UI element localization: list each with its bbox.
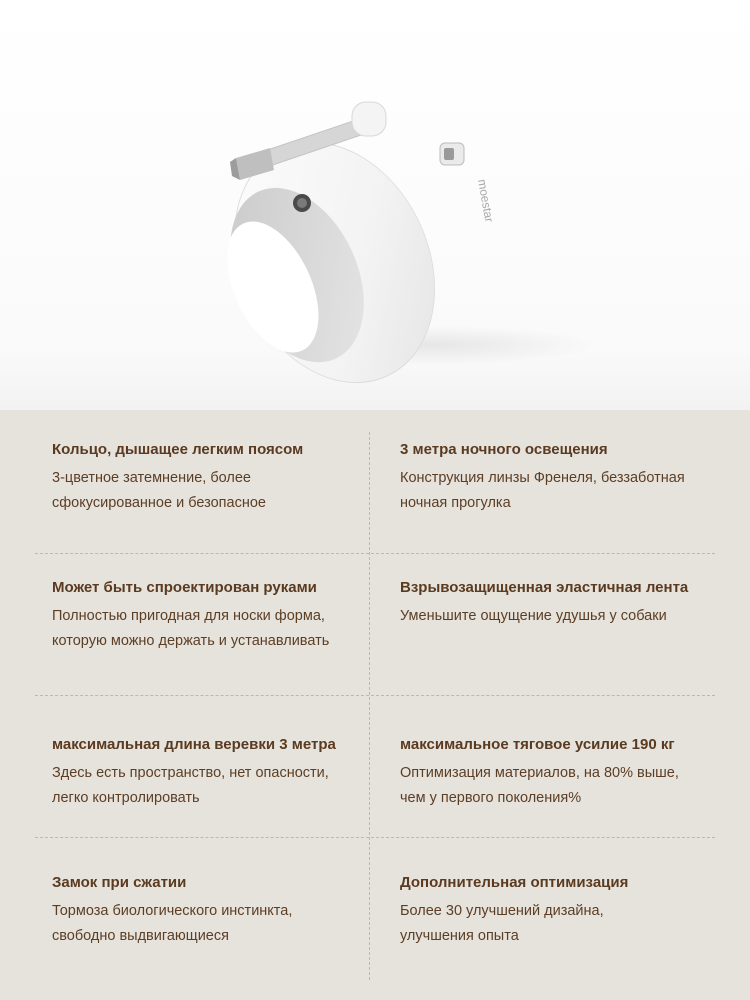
feature-title: Дополнительная оптимизация xyxy=(400,874,629,891)
feature-desc-line: Уменьшите ощущение удушья у собаки xyxy=(400,608,667,624)
feature-desc-line: ночная прогулка xyxy=(400,495,511,511)
leash-ring-illustration xyxy=(0,0,750,410)
feature-item xyxy=(52,735,372,811)
brand-mark: moestar xyxy=(475,178,497,224)
feature-desc-line: 3-цветное затемнение, более xyxy=(52,470,251,486)
feature-desc-line: улучшения опыта xyxy=(400,928,519,944)
feature-desc-line: чем у первого поколения% xyxy=(400,790,582,806)
feature-desc-line: свободно выдвигающиеся xyxy=(52,928,229,944)
feature-title: максимальная длина веревки 3 метра xyxy=(52,736,336,753)
feature-desc-line: сфокусированное и безопасное xyxy=(52,495,266,511)
feature-desc-line: которую можно держать и устанавливать xyxy=(52,633,330,649)
product-hero xyxy=(0,0,750,410)
feature-item xyxy=(400,440,720,516)
row-divider xyxy=(35,837,715,838)
feature-item xyxy=(400,873,720,949)
row-divider xyxy=(35,553,715,554)
feature-item xyxy=(52,578,372,654)
feature-desc-line: Более 30 улучшений дизайна, xyxy=(400,903,604,919)
feature-desc-line: Тормоза биологического инстинкта, xyxy=(52,903,293,919)
feature-title: Взрывозащищенная эластичная лента xyxy=(400,579,689,596)
feature-desc-line: Оптимизация материалов, на 80% выше, xyxy=(400,765,679,781)
feature-item xyxy=(52,873,372,949)
feature-title: Кольцо, дышащее легким поясом xyxy=(52,441,304,458)
feature-item xyxy=(400,735,720,811)
feature-title: Может быть спроектирован руками xyxy=(52,579,317,596)
features-panel xyxy=(0,410,750,1000)
feature-title: 3 метра ночного освещения xyxy=(400,441,608,458)
feature-title: максимальное тяговое усилие 190 кг xyxy=(400,736,675,753)
feature-desc-line: легко контролировать xyxy=(52,790,200,806)
feature-desc-line: Здесь есть пространство, нет опасности, xyxy=(52,765,329,781)
feature-desc-line: Полностью пригодная для носки форма, xyxy=(52,608,325,624)
row-divider xyxy=(35,695,715,696)
feature-item xyxy=(52,440,372,516)
feature-item xyxy=(400,578,720,629)
feature-title: Замок при сжатии xyxy=(52,874,187,891)
feature-desc-line: Конструкция линзы Френеля, беззаботная xyxy=(400,470,685,486)
